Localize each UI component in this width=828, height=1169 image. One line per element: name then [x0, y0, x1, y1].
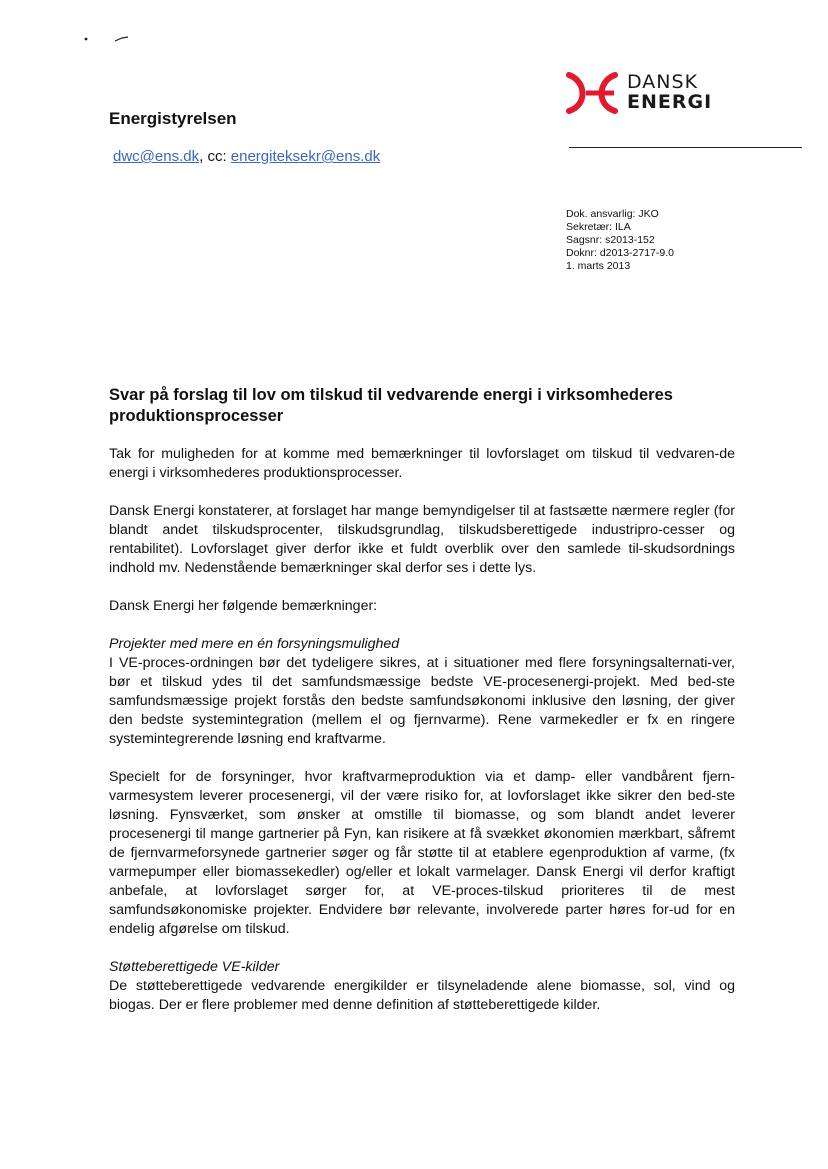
meta-secretary: Sekretær: ILA: [566, 221, 631, 233]
body-paragraph-1: Tak for muligheden for at komme med bemærkninger til lovforslaget om tilskud til vedvaren-de energi i virksomhederes produktionsprocesser.: [109, 446, 735, 481]
meta-doc-number: Doknr: d2013-2717-9.0: [566, 247, 674, 259]
meta-responsible: Dok. ansvarlig: JKO: [566, 208, 659, 220]
scan-speck-marks: [82, 30, 132, 46]
body-paragraph-6: De støtteberettigede vedvarende energikilder er tilsyneladende alene biomasse, sol, vind og biogas. Der er flere problemer med denne definition af støtteberettigede kilder.: [109, 978, 735, 1013]
logo-line-2: ENERGI: [627, 91, 713, 113]
meta-date: 1. marts 2013: [566, 260, 631, 272]
email-separator: , cc:: [199, 148, 231, 165]
body-paragraph-2: Dansk Energi konstaterer, at forslaget har mange bemyndigelser til at fastsætte nærmere regler (for blandt andet tilskudsprocenter, tilskudsgrundlag, tilskudsberettigede industripro-cesser og rentabilitet). Lovforslaget giver derfor ikke et fuldt overblik over den samlede til-skudsordnings indhold mv. Nedenstående bemærkninger skal derfor ses i dette lys.: [109, 503, 735, 576]
meta-case-number: Sagsnr: s2013-152: [566, 234, 655, 246]
body-paragraph-4: I VE-proces-ordningen bør det tydeligere sikres, at i situationer med flere forsyningsalternati-ver, bør et tilskud ydes til det samfundsmæssige bedste VE-procesenergi-projekt. Med bed-ste samfundsmæssige projekt forstås den bedste samfundsøkonomi inklusive den løsning, der giver den bedste systemintegration (mellem el og fjernvarme). Rene varmekedler er fx en ringere systemintegrerende løsning end kraftvarme.: [109, 655, 735, 747]
document-title: Svar på forslag til lov om tilskud til vedvarende energi i virksomhederes produktionsprocesser: [109, 386, 673, 425]
recipient-emails: [113, 148, 380, 165]
document-meta: [566, 208, 766, 273]
dansk-energi-logo: [566, 72, 726, 116]
section-heading-2: Støtteberettigede VE-kilder: [109, 959, 280, 975]
header-divider: [569, 147, 802, 148]
document-body: [109, 445, 735, 1034]
email-link-cc[interactable]: energiteksekr@ens.dk: [230, 148, 381, 165]
dansk-energi-logo-mark-icon: [566, 72, 618, 114]
recipient-name: Energistyrelsen: [109, 109, 237, 128]
body-paragraph-3: Dansk Energi her følgende bemærkninger:: [109, 598, 378, 614]
email-link-to[interactable]: dwc@ens.dk: [113, 148, 200, 165]
section-heading-1: Projekter med mere en én forsyningsmulighed: [109, 636, 400, 652]
body-paragraph-5: Specielt for de forsyninger, hvor kraftvarmeproduktion via et damp- eller vandbårent fjern-varmesystem leverer procesenergi, vil der være risiko for, at lovforslaget ikke sikrer den bed-ste løsning. Fynsværket, som ønsker at omstille til biomasse, og som blandt andet leverer procesenergi til mange gartnerier på Fyn, kan risikere at få svækket økonomien mærkbart, såfremt de fjernvarmeforsynede gartnerier søger og får støtte til at etablere egenproduktion af varme, (fx varmepumper eller biomassekedler) og/eller et lokalt varmelager. Dansk Energi vil derfor kraftigt anbefale, at lovforslaget sørger for, at VE-proces-tilskud prioriteres til de mest samfundsøkonomiske projekter. Endvidere bør relevante, involverede parter høres for-ud for en endelig afgørelse om tilskud.: [109, 769, 735, 937]
logo-line-1: DANSK: [627, 71, 699, 93]
dansk-energi-logo-text: [627, 73, 712, 112]
